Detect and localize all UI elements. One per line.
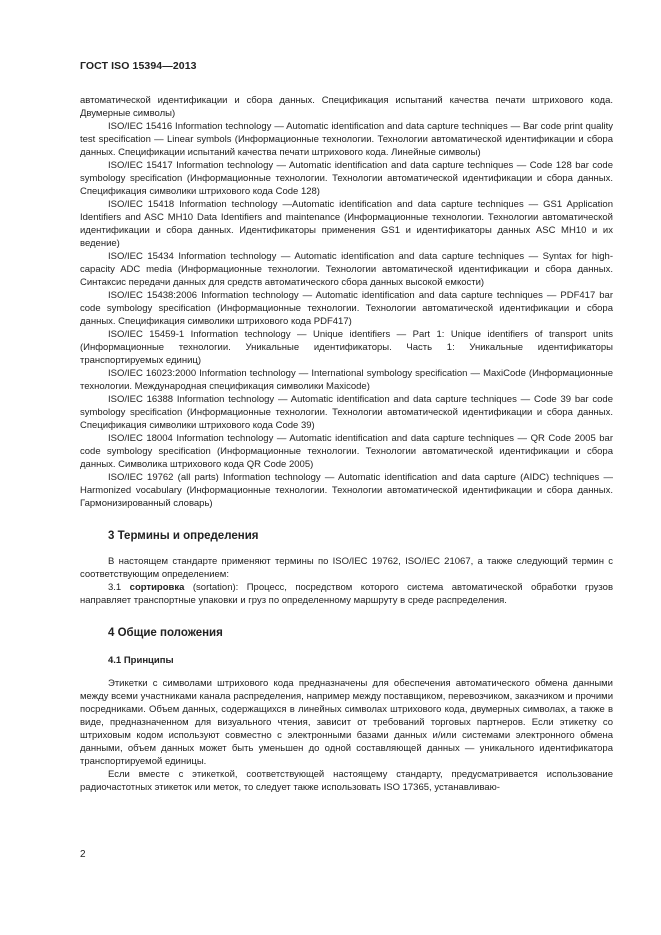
references-list [80,94,613,510]
reference-item: ISO/IEC 16023:2000 Information technology — International symbology specification — MaxiCode (Информационные технологии. Международная спецификация символики Maxicode) [80,368,613,392]
reference-item: ISO/IEC 15438:2006 Information technology — Automatic identification and data capture techniques — PDF417 bar code symbology specification (Информационные технологии. Технологии автоматической идентификации и сбора данных. Спецификация символики штрихового кода PDF417) [80,290,613,327]
page-content [80,94,613,794]
section-4-paragraph: Этикетки с символами штрихового кода предназначены для обеспечения автоматического обмена данными между всеми участниками канала распределения, например между поставщиком, перевозчиком, заказчиком и прочими посредниками. Объем данных, содержащихся в линейных символах штрихового кода, двумерных символах, а также в виде, предназначенном для визуального чтения, зависит от требований торговых партнеров. Если этикетку со штриховым кодом используют совместно с электронными базами данных и/или системами электронного обмена данными, объем данных может быть уменьшен до одной составляющей данных — уникального идентификатора транспортируемой единицы. [80,678,613,767]
term-name: сортировка [129,582,185,593]
reference-item: автоматической идентификации и сбора данных. Спецификация испытаний качества печати штрихового кода. Двумерные символы) [80,95,613,119]
reference-item: ISO/IEC 15416 Information technology — Automatic identification and data capture techniques — Bar code print quality test specification — Linear symbols (Информационные технологии. Технологии автоматической идентификации и сбора данных. Спецификации испытаний качества печати штрихового кода. Линейные символы) [80,121,613,158]
section-3-intro: В настоящем стандарте применяют термины по ISO/IEC 19762, ISO/IEC 21067, а также следующий термин с соответствующим определением: [80,556,613,580]
standard-header: ГОСТ ISO 15394—2013 [80,60,197,72]
section-4-paragraph: Если вместе с этикеткой, соответствующей настоящему стандарту, предусматривается использование радиочастотных этикеток или меток, то следует также использовать ISO 17365, устанавливаю- [80,769,613,793]
page-number: 2 [80,849,86,860]
reference-item: ISO/IEC 15418 Information technology —Automatic identification and data capture techniques — GS1 Application Identifiers and ASC MH10 Data Identifiers and maintenance (Информационные технологии. Технологии автоматической идентификации и сбора данных. Идентификаторы применения GS1 и идентификаторы данных ASC MH10 и их ведение) [80,199,613,249]
section-3-title: 3 Термины и определения [108,530,259,542]
reference-item: ISO/IEC 15434 Information technology — Automatic identification and data capture techniques — Syntax for high-capacity ADC media (Информационные технологии. Технологии автоматической идентификации и сбора данных. Синтаксис передачи данных для средств автоматического сбора данных высокой емкости) [80,251,613,288]
term-number: 3.1 [108,582,122,593]
reference-item: ISO/IEC 18004 Information technology — Automatic identification and data capture techniques — QR Code 2005 bar code symbology specification (Информационные технологии. Технологии автоматической идентификации и сбора данных. Символика штрихового кода QR Code 2005) [80,433,613,470]
term-definition: (sortation): Процесс, посредством которого система автоматической обработки грузов направляет транспортные упаковки и груз по определенному маршруту в среде распределения. [80,582,613,606]
reference-item: ISO/IEC 15459-1 Information technology — Unique identifiers — Part 1: Unique identifiers of transport units (Информационные технологии. Уникальные идентификаторы. Часть 1: Уникальные идентификаторы транспортируемых единиц) [80,329,613,366]
subsection-4-1-title: 4.1 Принципы [108,655,174,666]
term-definition-3-1 [80,581,613,607]
reference-item: ISO/IEC 16388 Information technology — Automatic identification and data capture techniques — Code 39 bar code symbology specification (Информационные технологии. Технологии автоматической идентификации и сбора данных. Спецификация символики штрихового кода Code 39) [80,394,613,431]
reference-item: ISO/IEC 15417 Information technology — Automatic identification and data capture techniques — Code 128 bar code symbology specification (Информационные технологии. Технологии автоматической идентификации и сбора данных. Спецификация символики штрихового кода Code 128) [80,160,613,197]
reference-item: ISO/IEC 19762 (all parts) Information technology — Automatic identification and data capture (AIDC) techniques — Harmonized vocabulary (Информационные технологии. Технологии автоматической идентификации и сбора данных. Гармонизированный словарь) [80,472,613,509]
section-4-title: 4 Общие положения [108,627,223,639]
